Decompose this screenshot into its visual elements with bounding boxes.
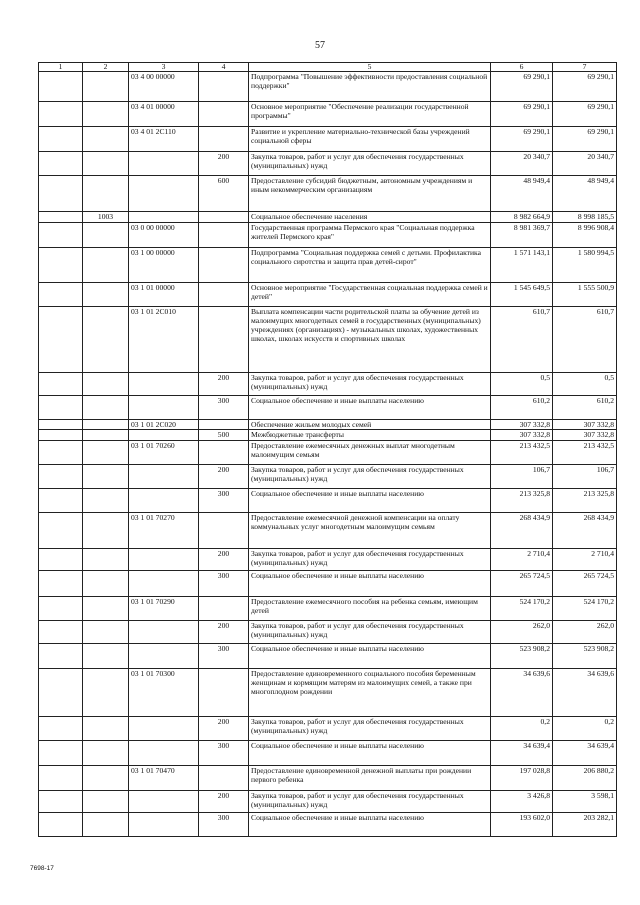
table-cell-c6: 0,5	[491, 373, 553, 396]
table-cell-c6: 524 170,2	[491, 597, 553, 621]
table-cell-c2	[83, 644, 129, 669]
table-row	[39, 644, 617, 669]
table-cell-c2	[83, 396, 129, 420]
table-cell-c4	[199, 283, 249, 307]
column-header: 3	[129, 63, 199, 72]
column-header: 1	[39, 63, 83, 72]
table-cell-c2	[83, 571, 129, 597]
table-cell-c5: Развитие и укрепление материально-технической базы учреждений социальной сферы	[249, 127, 491, 152]
table-cell-c2	[83, 248, 129, 283]
table-cell-c7: 213 432,5	[553, 441, 617, 465]
table-cell-c7: 8 998 185,5	[553, 212, 617, 223]
table-cell-c7: 106,7	[553, 465, 617, 489]
table-row	[39, 307, 617, 373]
table-cell-c5: Подпрограмма "Социальная поддержка семей с детьми. Профилактика социального сиротства и защита прав детей-сирот"	[249, 248, 491, 283]
table-cell-c3: 03 1 01 70290	[129, 597, 199, 621]
table-cell-c3: 03 1 01 70260	[129, 441, 199, 465]
table-header-row	[39, 63, 617, 72]
table-cell-c6: 69 290,1	[491, 102, 553, 127]
table-cell-c4	[199, 441, 249, 465]
table-cell-c2	[83, 102, 129, 127]
table-cell-c2	[83, 72, 129, 102]
table-row	[39, 373, 617, 396]
table-row	[39, 621, 617, 644]
table-row	[39, 571, 617, 597]
table-cell-c3: 03 1 01 70270	[129, 513, 199, 549]
table-cell-c4: 200	[199, 791, 249, 813]
table-cell-c4: 300	[199, 741, 249, 766]
table-cell-c3: 03 4 00 00000	[129, 72, 199, 102]
table-cell-c1	[39, 373, 83, 396]
table-cell-c1	[39, 813, 83, 837]
table-cell-c2	[83, 420, 129, 430]
table-cell-c3	[129, 741, 199, 766]
table-cell-c1	[39, 549, 83, 571]
table-cell-c5: Предоставление ежемесячных денежных выплат многодетным малоимущим семьям	[249, 441, 491, 465]
table-row	[39, 72, 617, 102]
table-cell-c4	[199, 420, 249, 430]
table-cell-c7: 307 332,8	[553, 430, 617, 441]
column-header: 5	[249, 63, 491, 72]
table-row	[39, 741, 617, 766]
table-cell-c1	[39, 571, 83, 597]
table-cell-c7: 69 290,1	[553, 102, 617, 127]
table-cell-c5: Социальное обеспечение и иные выплаты населению	[249, 813, 491, 837]
table-cell-c2	[83, 307, 129, 373]
table-cell-c7: 34 639,6	[553, 669, 617, 717]
table-cell-c4	[199, 597, 249, 621]
table-cell-c5: Социальное обеспечение населения	[249, 212, 491, 223]
table-cell-c2	[83, 717, 129, 741]
table-cell-c2	[83, 621, 129, 644]
table-cell-c3	[129, 465, 199, 489]
table-cell-c6: 2 710,4	[491, 549, 553, 571]
table-cell-c5: Социальное обеспечение и иные выплаты населению	[249, 571, 491, 597]
table-row	[39, 283, 617, 307]
table-cell-c5: Предоставление единовременного социального пособия беременным женщинам и кормящим матерям из малоимущих семей, а также при многоплодном рождении	[249, 669, 491, 717]
table-body	[39, 72, 617, 837]
table-cell-c1	[39, 102, 83, 127]
table-cell-c1	[39, 513, 83, 549]
table-cell-c3	[129, 176, 199, 212]
table-cell-c1	[39, 791, 83, 813]
column-header: 7	[553, 63, 617, 72]
table-cell-c7: 610,7	[553, 307, 617, 373]
table-cell-c5: Основное мероприятие "Обеспечение реализации государственной программы"	[249, 102, 491, 127]
table-cell-c4	[199, 72, 249, 102]
table-cell-c7: 8 996 908,4	[553, 223, 617, 248]
table-cell-c1	[39, 152, 83, 176]
table-cell-c6: 34 639,6	[491, 669, 553, 717]
page-number: 57	[315, 40, 325, 51]
table-cell-c2	[83, 513, 129, 549]
table-cell-c4: 300	[199, 571, 249, 597]
table-cell-c3	[129, 152, 199, 176]
table-row	[39, 420, 617, 430]
table-cell-c7: 213 325,8	[553, 489, 617, 513]
table-cell-c2	[83, 465, 129, 489]
table-cell-c2	[83, 430, 129, 441]
table-cell-c3	[129, 549, 199, 571]
table-cell-c1	[39, 212, 83, 223]
table-cell-c4	[199, 127, 249, 152]
table-cell-c2	[83, 669, 129, 717]
table-cell-c3: 03 1 01 2С020	[129, 420, 199, 430]
table-cell-c6: 307 332,8	[491, 420, 553, 430]
table-cell-c3	[129, 813, 199, 837]
table-row	[39, 152, 617, 176]
table-cell-c5: Социальное обеспечение и иные выплаты населению	[249, 741, 491, 766]
table-row	[39, 766, 617, 791]
table-cell-c5: Выплата компенсации части родительской платы за обучение детей из малоимущих многодетных семей в государственных (муниципальных) учреждениях (организациях) - музыкальных школах, художественных школах, школах искусств и спортивных школах	[249, 307, 491, 373]
table-cell-c3: 03 1 01 70300	[129, 669, 199, 717]
table-cell-c2	[83, 791, 129, 813]
table-cell-c7: 1 555 500,9	[553, 283, 617, 307]
table-row	[39, 717, 617, 741]
table-cell-c6: 8 982 664,9	[491, 212, 553, 223]
table-cell-c6: 197 028,8	[491, 766, 553, 791]
table-cell-c6: 213 325,8	[491, 489, 553, 513]
table-cell-c1	[39, 717, 83, 741]
table-cell-c7: 3 598,1	[553, 791, 617, 813]
table-cell-c2	[83, 283, 129, 307]
table-cell-c6: 268 434,9	[491, 513, 553, 549]
table-cell-c5: Закупка товаров, работ и услуг для обеспечения государственных (муниципальных) нужд	[249, 549, 491, 571]
table-row	[39, 791, 617, 813]
table-cell-c5: Закупка товаров, работ и услуг для обеспечения государственных (муниципальных) нужд	[249, 621, 491, 644]
table-cell-c4	[199, 766, 249, 791]
table-cell-c5: Предоставление ежемесячной денежной компенсации на оплату коммунальных услуг многодетным малоимущим семьям	[249, 513, 491, 549]
table-cell-c4: 200	[199, 621, 249, 644]
table-cell-c4	[199, 513, 249, 549]
table-cell-c5: Закупка товаров, работ и услуг для обеспечения государственных (муниципальных) нужд	[249, 152, 491, 176]
table-row	[39, 441, 617, 465]
table-cell-c3: 03 1 00 00000	[129, 248, 199, 283]
table-cell-c7: 34 639,4	[553, 741, 617, 766]
table-cell-c1	[39, 283, 83, 307]
table-cell-c6: 307 332,8	[491, 430, 553, 441]
table-cell-c7: 307 332,8	[553, 420, 617, 430]
table-cell-c3: 03 4 01 00000	[129, 102, 199, 127]
table-cell-c7: 0,5	[553, 373, 617, 396]
table-cell-c4: 300	[199, 489, 249, 513]
table-cell-c5: Социальное обеспечение и иные выплаты населению	[249, 489, 491, 513]
table-cell-c3	[129, 373, 199, 396]
table-cell-c2	[83, 441, 129, 465]
table-cell-c6: 523 908,2	[491, 644, 553, 669]
table-cell-c2	[83, 549, 129, 571]
table-cell-c1	[39, 223, 83, 248]
table-cell-c6: 265 724,5	[491, 571, 553, 597]
table-cell-c3	[129, 571, 199, 597]
table-cell-c5: Обеспечение жильем молодых семей	[249, 420, 491, 430]
table-cell-c3: 03 4 01 2С110	[129, 127, 199, 152]
table-cell-c4: 200	[199, 465, 249, 489]
table-cell-c1	[39, 72, 83, 102]
table-row	[39, 513, 617, 549]
table-cell-c5: Закупка товаров, работ и услуг для обеспечения государственных (муниципальных) нужд	[249, 373, 491, 396]
table-cell-c4	[199, 307, 249, 373]
table-row	[39, 102, 617, 127]
table-cell-c7: 1 580 994,5	[553, 248, 617, 283]
table-cell-c2	[83, 489, 129, 513]
table-cell-c4	[199, 248, 249, 283]
table-cell-c7: 610,2	[553, 396, 617, 420]
table-cell-c2	[83, 813, 129, 837]
table-cell-c2	[83, 741, 129, 766]
column-header: 2	[83, 63, 129, 72]
table-cell-c6: 610,7	[491, 307, 553, 373]
table-cell-c1	[39, 644, 83, 669]
table-cell-c6: 262,0	[491, 621, 553, 644]
table-cell-c3	[129, 644, 199, 669]
table-cell-c1	[39, 621, 83, 644]
table-cell-c6: 48 949,4	[491, 176, 553, 212]
table-cell-c7: 69 290,1	[553, 127, 617, 152]
table-cell-c3	[129, 717, 199, 741]
table-cell-c5: Социальное обеспечение и иные выплаты населению	[249, 644, 491, 669]
table-cell-c4: 500	[199, 430, 249, 441]
table-cell-c5: Межбюджетные трансферты	[249, 430, 491, 441]
table-cell-c4: 200	[199, 549, 249, 571]
column-header: 6	[491, 63, 553, 72]
table-cell-c2	[83, 176, 129, 212]
table-cell-c7: 524 170,2	[553, 597, 617, 621]
table-cell-c1	[39, 176, 83, 212]
table-cell-c3	[129, 489, 199, 513]
table-cell-c7: 265 724,5	[553, 571, 617, 597]
table-cell-c6: 8 981 369,7	[491, 223, 553, 248]
budget-table	[38, 62, 617, 837]
table-cell-c6: 193 602,0	[491, 813, 553, 837]
table-cell-c3: 03 0 00 00000	[129, 223, 199, 248]
table-cell-c4: 300	[199, 396, 249, 420]
table-cell-c5: Предоставление ежемесячного пособия на ребенка семьям, имеющим детей	[249, 597, 491, 621]
table-cell-c2	[83, 127, 129, 152]
table-cell-c6: 34 639,4	[491, 741, 553, 766]
table-cell-c6: 1 545 649,5	[491, 283, 553, 307]
table-cell-c5: Закупка товаров, работ и услуг для обеспечения государственных (муниципальных) нужд	[249, 791, 491, 813]
table-row	[39, 223, 617, 248]
table-cell-c1	[39, 420, 83, 430]
table-cell-c2: 1003	[83, 212, 129, 223]
table-cell-c3	[129, 212, 199, 223]
table-row	[39, 549, 617, 571]
table-cell-c1	[39, 465, 83, 489]
table-cell-c4: 200	[199, 373, 249, 396]
table-row	[39, 489, 617, 513]
table-cell-c7: 203 282,1	[553, 813, 617, 837]
table-cell-c5: Социальное обеспечение и иные выплаты населению	[249, 396, 491, 420]
table-row	[39, 430, 617, 441]
table-row	[39, 465, 617, 489]
table-cell-c7: 268 434,9	[553, 513, 617, 549]
table-cell-c1	[39, 430, 83, 441]
table-cell-c2	[83, 152, 129, 176]
table-cell-c3: 03 1 01 70470	[129, 766, 199, 791]
table-cell-c2	[83, 373, 129, 396]
table-cell-c6: 0,2	[491, 717, 553, 741]
table-cell-c7: 523 908,2	[553, 644, 617, 669]
table-cell-c2	[83, 766, 129, 791]
table-row	[39, 212, 617, 223]
table-cell-c3	[129, 621, 199, 644]
table-cell-c7: 0,2	[553, 717, 617, 741]
table-cell-c5: Закупка товаров, работ и услуг для обеспечения государственных (муниципальных) нужд	[249, 717, 491, 741]
table-cell-c1	[39, 307, 83, 373]
table-cell-c1	[39, 597, 83, 621]
table-row	[39, 813, 617, 837]
table-cell-c2	[83, 597, 129, 621]
table-cell-c6: 3 426,8	[491, 791, 553, 813]
table-cell-c5: Предоставление единовременной денежной выплаты при рождении первого ребенка	[249, 766, 491, 791]
table-cell-c5: Государственная программа Пермского края "Социальная поддержка жителей Пермского края"	[249, 223, 491, 248]
table-cell-c5: Подпрограмма "Повышение эффективности предоставления социальной поддержки"	[249, 72, 491, 102]
table-row	[39, 669, 617, 717]
table-cell-c1	[39, 396, 83, 420]
table-cell-c1	[39, 766, 83, 791]
table-cell-c3	[129, 791, 199, 813]
table-cell-c7: 20 340,7	[553, 152, 617, 176]
table-row	[39, 396, 617, 420]
table-cell-c4: 300	[199, 813, 249, 837]
footer-code: 7698-17	[30, 865, 54, 872]
table-cell-c1	[39, 489, 83, 513]
table-cell-c1	[39, 741, 83, 766]
table-cell-c6: 106,7	[491, 465, 553, 489]
column-header: 4	[199, 63, 249, 72]
table-cell-c5: Предоставление субсидий бюджетным, автономным учреждениям и иным некоммерческим организациям	[249, 176, 491, 212]
table-cell-c6: 69 290,1	[491, 127, 553, 152]
table-cell-c3: 03 1 01 00000	[129, 283, 199, 307]
table-cell-c1	[39, 669, 83, 717]
table-row	[39, 597, 617, 621]
table-cell-c1	[39, 127, 83, 152]
table-cell-c7: 48 949,4	[553, 176, 617, 212]
table-row	[39, 248, 617, 283]
table-cell-c5: Закупка товаров, работ и услуг для обеспечения государственных (муниципальных) нужд	[249, 465, 491, 489]
table-cell-c5: Основное мероприятие "Государственная социальная поддержка семей и детей"	[249, 283, 491, 307]
table-cell-c4	[199, 223, 249, 248]
table-cell-c3	[129, 396, 199, 420]
table-cell-c6: 69 290,1	[491, 72, 553, 102]
table-cell-c4	[199, 212, 249, 223]
table-cell-c3: 03 1 01 2С010	[129, 307, 199, 373]
table-cell-c6: 1 571 143,1	[491, 248, 553, 283]
table-cell-c6: 610,2	[491, 396, 553, 420]
table-cell-c2	[83, 223, 129, 248]
table-cell-c7: 262,0	[553, 621, 617, 644]
table-cell-c4: 300	[199, 644, 249, 669]
table-cell-c3	[129, 430, 199, 441]
table-cell-c7: 2 710,4	[553, 549, 617, 571]
table-cell-c4: 200	[199, 717, 249, 741]
table-cell-c4: 600	[199, 176, 249, 212]
table-cell-c1	[39, 248, 83, 283]
table-cell-c6: 20 340,7	[491, 152, 553, 176]
table-cell-c4: 200	[199, 152, 249, 176]
table-cell-c4	[199, 102, 249, 127]
table-cell-c6: 213 432,5	[491, 441, 553, 465]
table-cell-c7: 206 880,2	[553, 766, 617, 791]
table-row	[39, 176, 617, 212]
table-row	[39, 127, 617, 152]
table-cell-c4	[199, 669, 249, 717]
table-cell-c1	[39, 441, 83, 465]
table-cell-c7: 69 290,1	[553, 72, 617, 102]
